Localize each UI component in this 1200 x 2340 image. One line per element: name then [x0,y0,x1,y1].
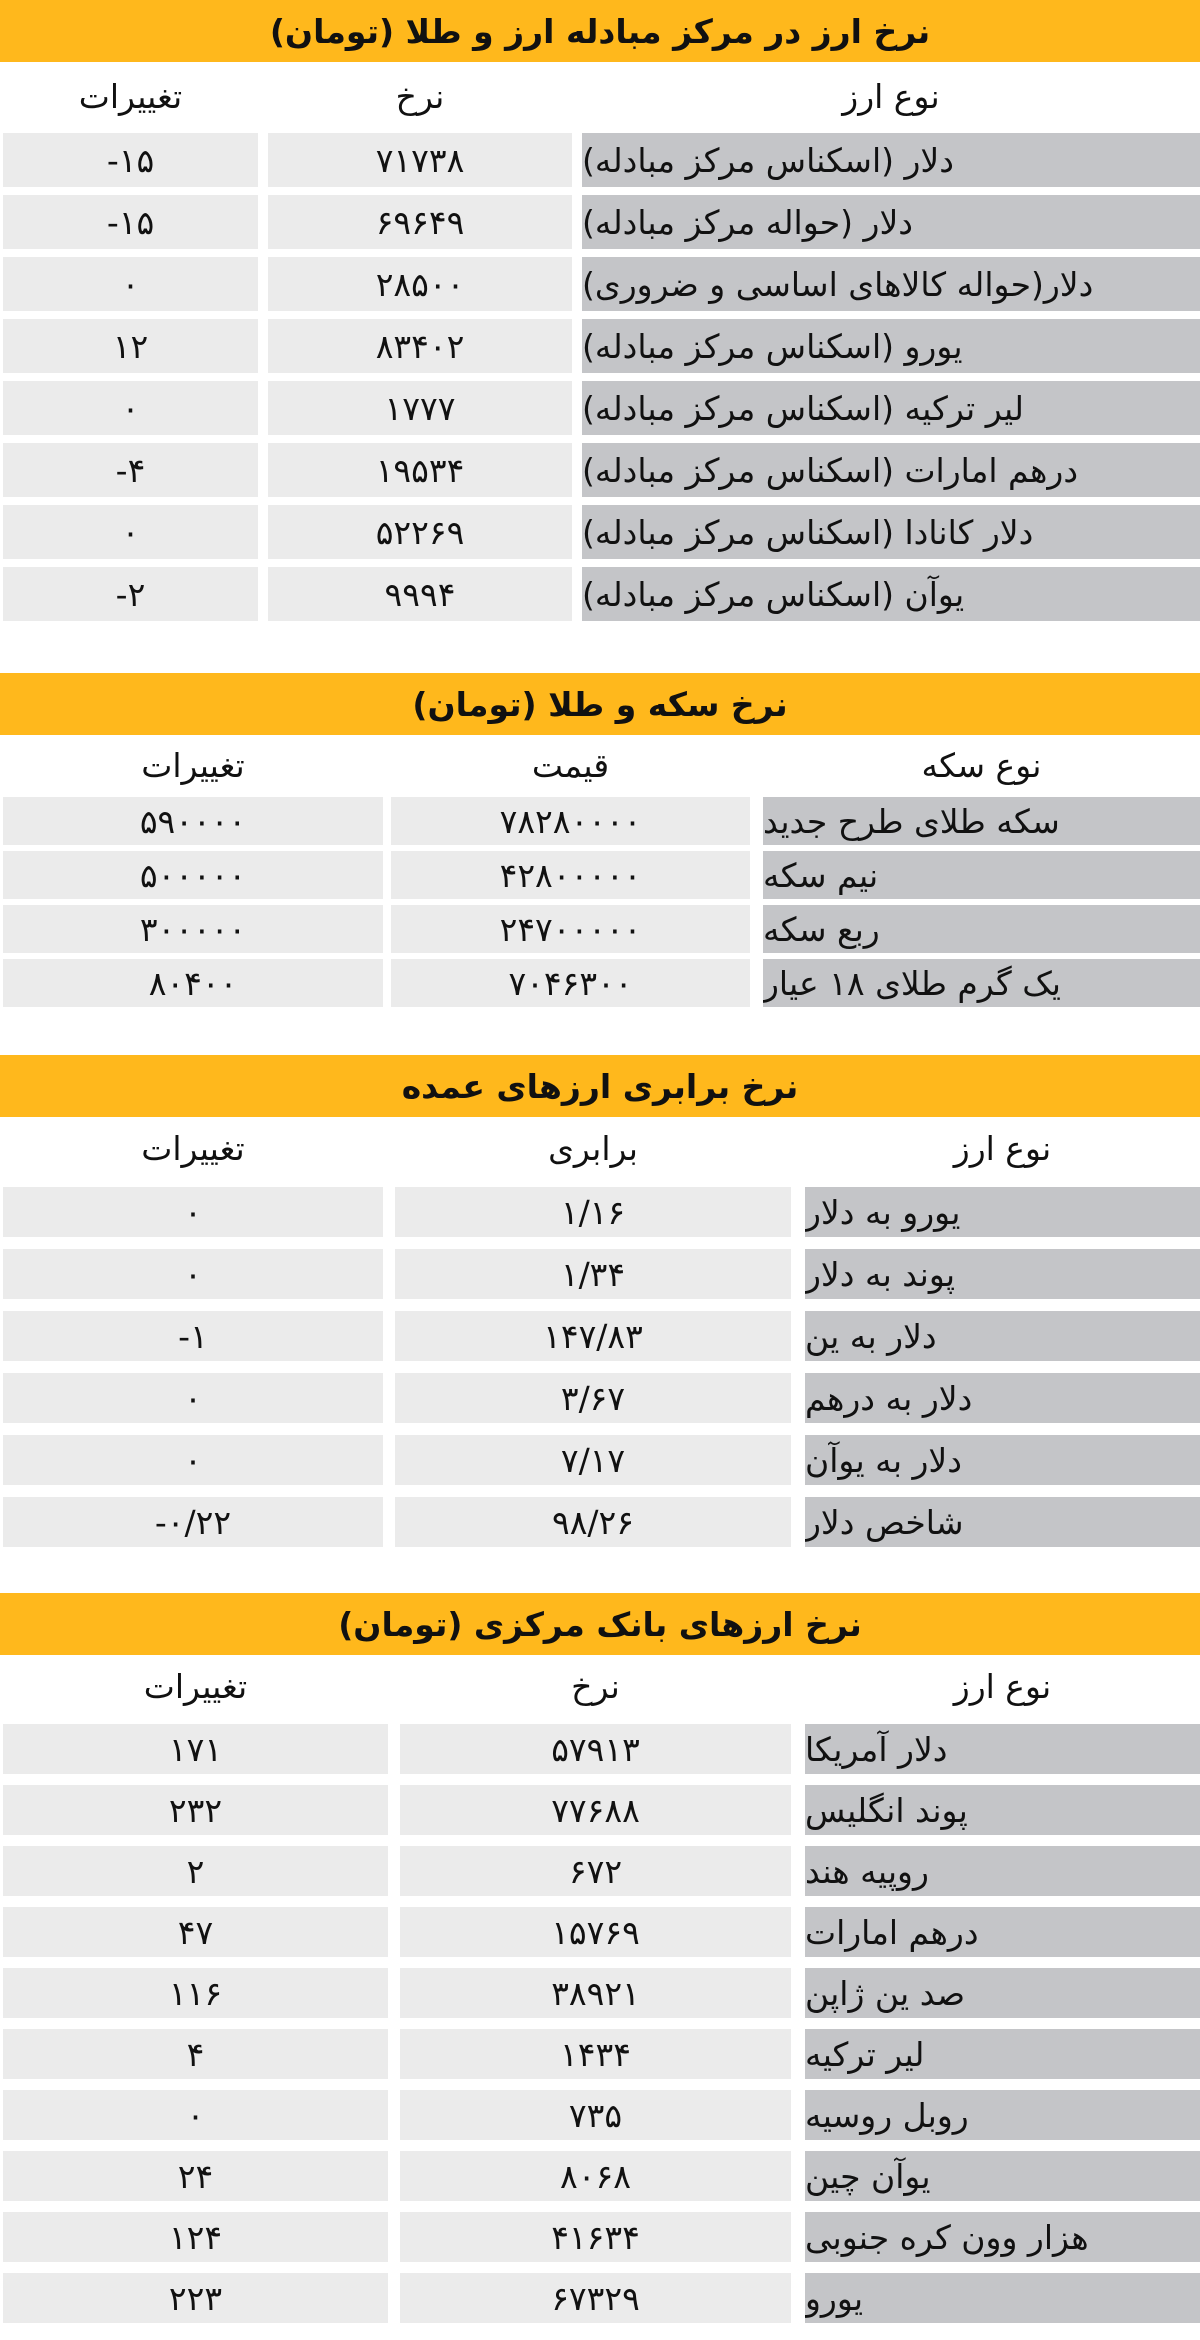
header-name: نوع ارز [953,1666,1052,1706]
header-rate: برابری [548,1128,638,1168]
cell-change: ۰ [3,1249,383,1299]
cell-change: -۴ [3,443,258,497]
header-change: تغییرات [78,76,183,116]
cell-rate: ۱۴۳۴ [400,2029,791,2079]
cell-change: ۱۷۱ [3,1724,388,1774]
cell-rate: ۱۵۷۶۹ [400,1907,791,1957]
cell-change: ۰ [3,505,258,559]
cell-change: ۰ [3,1373,383,1423]
header-name: نوع سکه [921,745,1042,785]
cell-rate: ۸۰۶۸ [400,2151,791,2201]
cell-rate: ۳۸۹۲۱ [400,1968,791,2018]
cell-name: سکه طلای طرح جدید [763,797,1200,845]
cell-name: پوند انگلیس [805,1785,1200,1835]
header-change: تغییرات [141,745,245,785]
cell-change: ۲۲۳ [3,2273,388,2323]
cell-rate: ۲۸۵۰۰ [268,257,572,311]
cell-name: دلار(حواله کالاهای اساسی و ضروری) [582,257,1200,311]
cell-name: یورو (اسکناس مرکز مبادله) [582,319,1200,373]
cell-name: روبل روسیه [805,2090,1200,2140]
cell-rate: ۷۱۷۳۸ [268,133,572,187]
cell-rate: ۷۰۴۶۳۰۰ [391,959,750,1007]
cell-rate: ۴۱۶۳۴ [400,2212,791,2262]
cell-rate: ۴۲۸۰۰۰۰۰ [391,851,750,899]
cell-change: ۵۹۰۰۰۰ [3,797,383,845]
cell-change: -۱۵ [3,133,258,187]
cell-rate: ۱/۱۶ [395,1187,791,1237]
cell-name: لیر ترکیه (اسکناس مرکز مبادله) [582,381,1200,435]
cell-rate: ۲۴۷۰۰۰۰۰ [391,905,750,953]
cell-change: -۰/۲۲ [3,1497,383,1547]
cell-name: دلار کانادا (اسکناس مرکز مبادله) [582,505,1200,559]
cell-name: یک گرم طلای ۱۸ عیار [763,959,1200,1007]
cell-change: ۵۰۰۰۰۰ [3,851,383,899]
cell-rate: ۱۴۷/۸۳ [395,1311,791,1361]
cell-change: ۰ [3,1435,383,1485]
header-name: نوع ارز [953,1128,1052,1168]
section-title: نرخ برابری ارزهای عمده [0,1055,1200,1117]
cell-change: ۰ [3,2090,388,2140]
cell-name: دلار آمریکا [805,1724,1200,1774]
cell-rate: ۳/۶۷ [395,1373,791,1423]
cell-rate: ۱۷۷۷ [268,381,572,435]
cell-name: دلار (اسکناس مرکز مبادله) [582,133,1200,187]
cell-name: صد ین ژاپن [805,1968,1200,2018]
cell-rate: ۷۳۵ [400,2090,791,2140]
cell-name: یوآن (اسکناس مرکز مبادله) [582,567,1200,621]
cell-change: -۱ [3,1311,383,1361]
cell-change: ۱۱۶ [3,1968,388,2018]
cell-rate: ۱/۳۴ [395,1249,791,1299]
cell-rate: ۷۸۲۸۰۰۰۰ [391,797,750,845]
cell-name: ربع سکه [763,905,1200,953]
cell-change: ۴۷ [3,1907,388,1957]
cell-rate: ۵۷۹۱۳ [400,1724,791,1774]
cell-name: شاخص دلار [805,1497,1200,1547]
cell-change: ۳۰۰۰۰۰ [3,905,383,953]
cell-change: ۴ [3,2029,388,2079]
section-title: نرخ ارز در مرکز مبادله ارز و طلا (تومان) [0,0,1200,62]
header-change: تغییرات [143,1666,248,1706]
cell-change: -۱۵ [3,195,258,249]
cell-name: روپیه هند [805,1846,1200,1896]
cell-name: نیم سکه [763,851,1200,899]
cell-name: یورو به دلار [805,1187,1200,1237]
cell-change: ۰ [3,381,258,435]
cell-rate: ۶۷۲ [400,1846,791,1896]
cell-change: ۰ [3,1187,383,1237]
cell-change: ۸۰۴۰۰ [3,959,383,1007]
cell-rate: ۶۷۳۲۹ [400,2273,791,2323]
section-title: نرخ ارزهای بانک مرکزی (تومان) [0,1593,1200,1655]
cell-change: ۲۳۲ [3,1785,388,1835]
cell-change: ۰ [3,257,258,311]
cell-name: پوند به دلار [805,1249,1200,1299]
cell-name: لیر ترکیه [805,2029,1200,2079]
cell-name: یوآن چین [805,2151,1200,2201]
cell-rate: ۵۲۲۶۹ [268,505,572,559]
cell-name: دلار به ین [805,1311,1200,1361]
cell-name: درهم امارات [805,1907,1200,1957]
cell-rate: ۷/۱۷ [395,1435,791,1485]
header-name: نوع ارز [842,76,940,116]
section-title: نرخ سکه و طلا (تومان) [0,673,1200,735]
cell-change: ۲ [3,1846,388,1896]
cell-change: ۱۲۴ [3,2212,388,2262]
cell-name: دلار به درهم [805,1373,1200,1423]
cell-rate: ۹۸/۲۶ [395,1497,791,1547]
cell-rate: ۸۳۴۰۲ [268,319,572,373]
header-change: تغییرات [141,1128,245,1168]
cell-name: هزار وون کره جنوبی [805,2212,1200,2262]
cell-change: ۲۴ [3,2151,388,2201]
header-rate: نرخ [395,76,445,116]
cell-rate: ۶۹۶۴۹ [268,195,572,249]
cell-change: ۱۲ [3,319,258,373]
cell-rate: ۷۷۶۸۸ [400,1785,791,1835]
cell-rate: ۹۹۹۴ [268,567,572,621]
header-rate: نرخ [571,1666,620,1706]
cell-name: یورو [805,2273,1200,2323]
cell-change: -۲ [3,567,258,621]
cell-name: دلار (حواله مرکز مبادله) [582,195,1200,249]
header-rate: قیمت [531,745,610,785]
cell-name: درهم امارات (اسکناس مرکز مبادله) [582,443,1200,497]
cell-rate: ۱۹۵۳۴ [268,443,572,497]
cell-name: دلار به یوآن [805,1435,1200,1485]
